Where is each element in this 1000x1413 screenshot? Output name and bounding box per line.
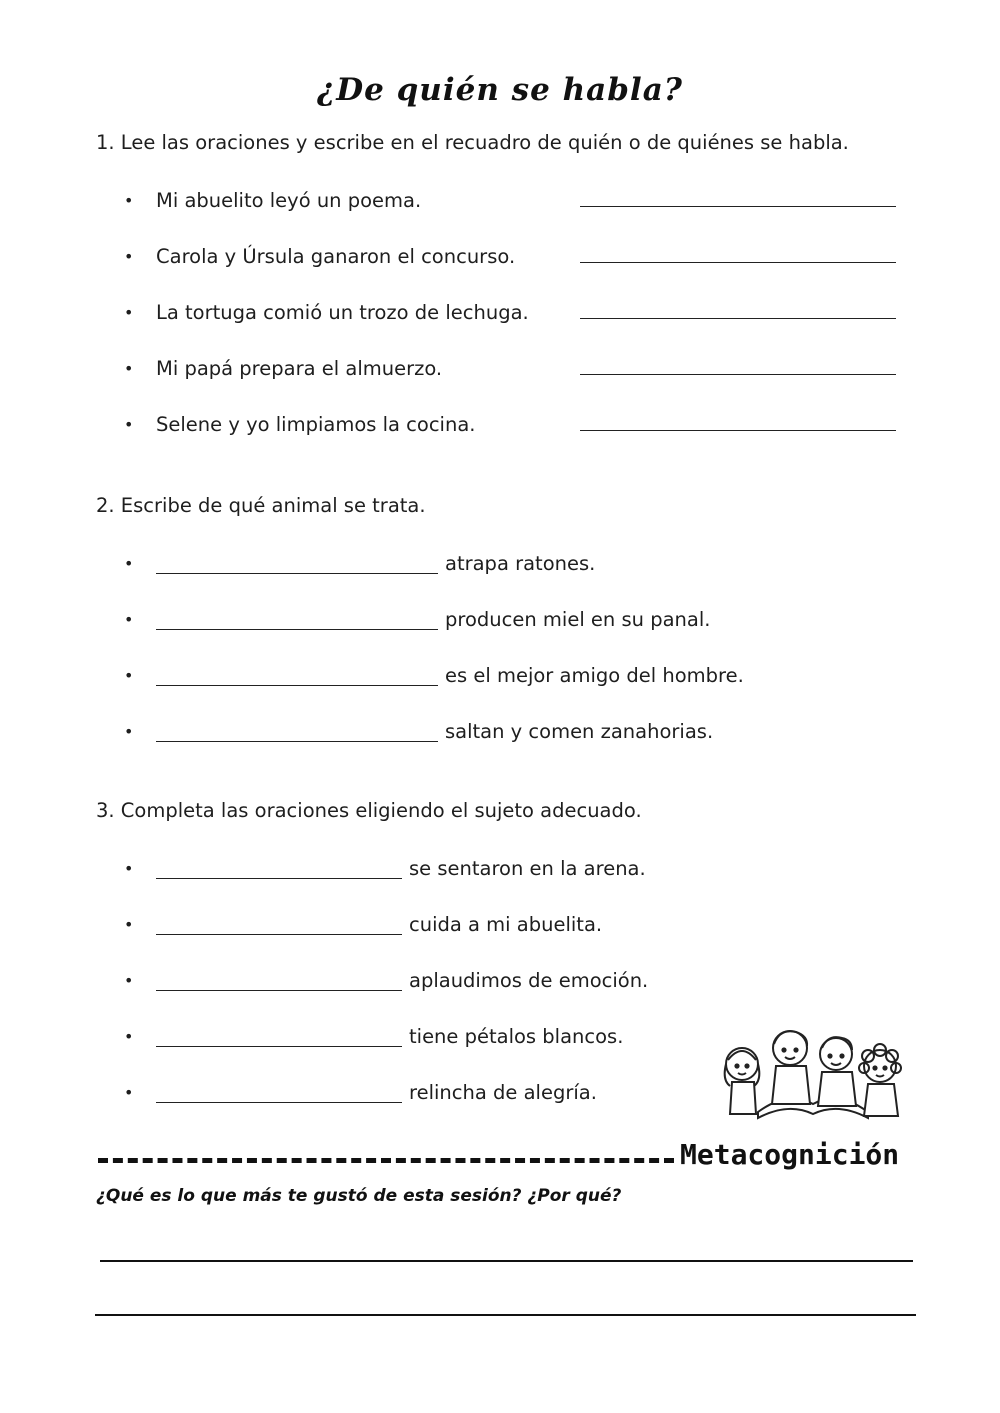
writing-line[interactable] [95, 1314, 916, 1316]
bullet-icon: • [124, 721, 134, 741]
sentence-text: Mi papá prepara el almuerzo. [156, 356, 443, 380]
section1-item [124, 297, 529, 327]
section3-item [124, 1021, 623, 1051]
answer-blank[interactable] [156, 858, 402, 879]
sentence-text: La tortuga comió un trozo de lechuga. [156, 300, 529, 324]
bullet-icon: • [124, 609, 134, 629]
answer-blank[interactable] [580, 262, 896, 263]
metacognition-title: Metacognición [680, 1138, 900, 1171]
bullet-icon: • [124, 190, 134, 210]
bullet-icon: • [124, 553, 134, 573]
bullet-icon: • [124, 302, 134, 322]
answer-blank[interactable] [580, 206, 896, 207]
answer-blank[interactable] [156, 914, 402, 935]
section3-item [124, 965, 648, 995]
section2-item [124, 604, 710, 634]
metacognition-question: ¿Qué es lo que más te gustó de esta sesión? ¿Por qué? [96, 1186, 622, 1206]
bullet-icon: • [124, 665, 134, 685]
answer-blank[interactable] [156, 1026, 402, 1047]
answer-blank[interactable] [156, 721, 438, 742]
bullet-icon: • [124, 970, 134, 990]
bullet-icon: • [124, 858, 134, 878]
section3-item [124, 909, 602, 939]
answer-blank[interactable] [156, 553, 438, 574]
dashed-divider [98, 1158, 674, 1163]
section1-instruction: 1. Lee las oraciones y escribe en el recuadro de quién o de quiénes se habla. [96, 131, 849, 154]
sentence-text: se sentaron en la arena. [409, 856, 646, 880]
answer-blank[interactable] [156, 970, 402, 991]
answer-blank[interactable] [580, 374, 896, 375]
writing-line[interactable] [100, 1260, 913, 1262]
answer-blank[interactable] [156, 665, 438, 686]
answer-blank[interactable] [580, 430, 896, 431]
sentence-text: saltan y comen zanahorias. [445, 719, 714, 743]
answer-blank[interactable] [156, 1082, 402, 1103]
sentence-text: producen miel en su panal. [445, 607, 711, 631]
section1-item [124, 353, 442, 383]
page-title: ¿De quién se habla? [317, 72, 683, 108]
sentence-text: Carola y Úrsula ganaron el concurso. [156, 244, 516, 268]
answer-blank[interactable] [580, 318, 896, 319]
section3-item [124, 1077, 597, 1107]
bullet-icon: • [124, 1026, 134, 1046]
answer-blank[interactable] [156, 609, 438, 630]
bullet-icon: • [124, 1082, 134, 1102]
bullet-icon: • [124, 246, 134, 266]
sentence-text: es el mejor amigo del hombre. [445, 663, 744, 687]
sentence-text: Mi abuelito leyó un poema. [156, 188, 422, 212]
sentence-text: atrapa ratones. [445, 551, 596, 575]
bullet-icon: • [124, 358, 134, 378]
sentence-text: Selene y yo limpiamos la cocina. [156, 412, 476, 436]
section2-item [124, 716, 713, 746]
section2-instruction: 2. Escribe de qué animal se trata. [96, 494, 426, 517]
section1-item [124, 185, 421, 215]
sentence-text: relincha de alegría. [409, 1080, 597, 1104]
section2-item [124, 548, 595, 578]
section2-item [124, 660, 744, 690]
bullet-icon: • [124, 414, 134, 434]
sentence-text: cuida a mi abuelita. [409, 912, 603, 936]
kids-reading-book-icon [718, 1024, 908, 1124]
sentence-text: tiene pétalos blancos. [409, 1024, 624, 1048]
section3-instruction: 3. Completa las oraciones eligiendo el sujeto adecuado. [96, 799, 642, 822]
sentence-text: aplaudimos de emoción. [409, 968, 649, 992]
section1-item [124, 241, 515, 271]
bullet-icon: • [124, 914, 134, 934]
section3-item [124, 853, 646, 883]
section1-item [124, 409, 475, 439]
